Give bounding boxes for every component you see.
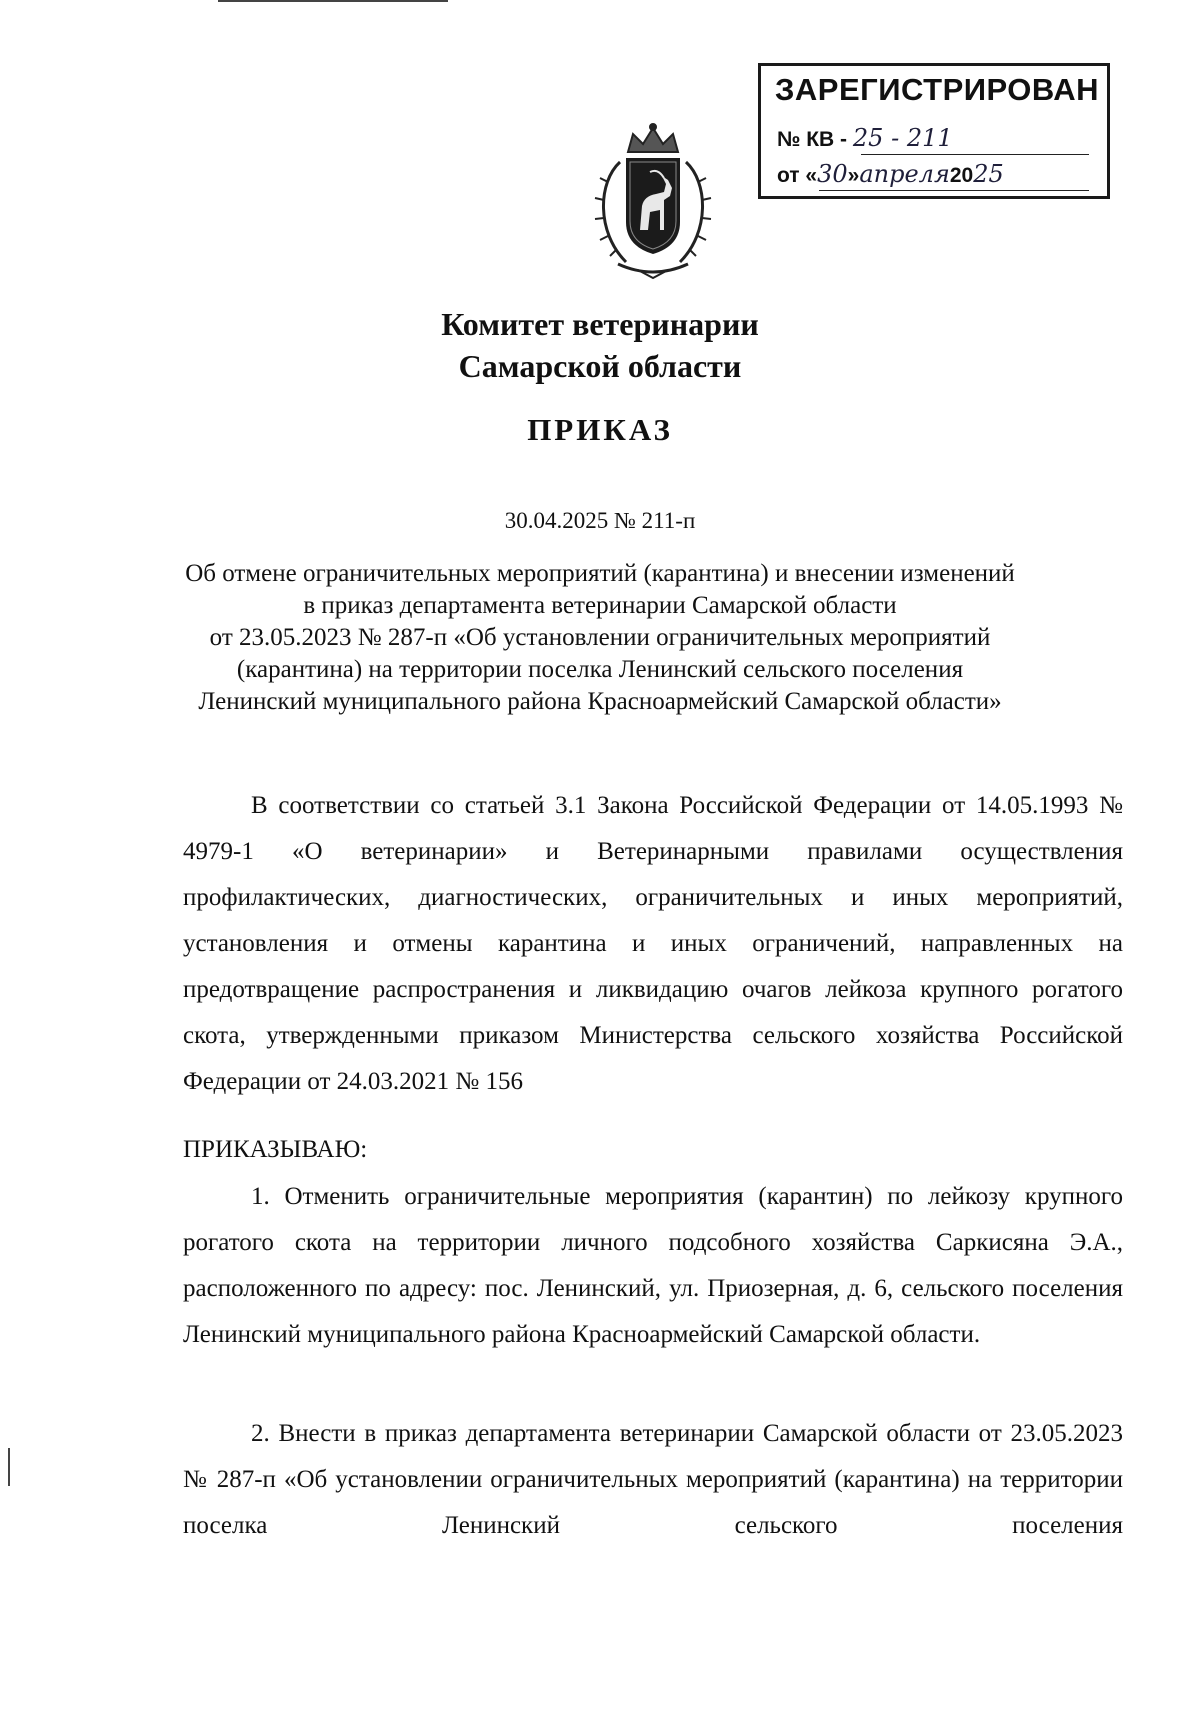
scan-edge-mark [8,1448,10,1486]
stamp-month-separator: » [847,164,860,187]
order-word: ПРИКАЗЫВАЮ: [183,1136,368,1163]
stamp-year-handwritten: 25 [973,160,1004,188]
document-subject [0,558,1200,718]
stamp-date-underline [819,190,1089,191]
stamp-number-row [777,124,953,152]
preamble-paragraph: В соответствии со статьей 3.1 Закона Российской Федерации от 14.05.1993 № 4979-1 «О ветеринарии» и Ветеринарными правилами осуществления профилактических, диагностических, ограничительных и иных мероприятий, установления и отмены карантина и иных ограничений, направленных на предотвращение распространения и ликвидацию очагов лейкоза крупного рогатого скота, утвержденными приказом Министерства сельского хозяйства Российской Федерации от 24.03.2021 № 156 [183,792,1123,1095]
stamp-year-prefix: 20 [949,164,974,187]
scan-edge-mark [218,0,448,2]
samara-coat-of-arms-icon [578,122,728,280]
order-item-1: 1. Отменить ограничительные мероприятия (карантин) по лейкозу крупного рогатого скота на территории личного подсобного хозяйства Саркисяна Э.А., расположенного по адресу: пос. Ленинский, ул. Приозерная, д. 6, сельского поселения Ленинский муниципального района Красноармейский Самарской области. [183,1183,1123,1348]
organization-name [0,303,1200,387]
organization-name-line2: Самарской области [458,348,742,384]
stamp-date-prefix: от « [777,164,818,187]
order-item-2: 2. Внести в приказ департамента ветеринарии Самарской области от 23.05.2023 № 287-п «Об установлении ограничительных мероприятий (карантина) на территории поселка Ленинский сельского поселения [183,1420,1123,1539]
organization-name-line1: Комитет ветеринарии [441,306,759,342]
subject-line-5: Ленинский муниципального района Красноармейский Самарской области» [198,688,1002,715]
stamp-number-prefix: № КВ - [777,128,848,151]
stamp-number-handwritten: 25 - 211 [852,124,953,152]
registration-stamp [758,63,1110,199]
stamp-day-handwritten: 30 [817,160,848,188]
document-type-title: ПРИКАЗ [527,412,673,447]
subject-line-2: в приказ департамента ветеринарии Самарской области [303,592,897,619]
stamp-month-handwritten: апреля [859,160,950,188]
stamp-number-underline [861,154,1089,155]
document-date-number: 30.04.2025 № 211-п [504,508,696,533]
subject-line-4: (карантина) на территории поселка Ленинский сельского поселения [236,656,964,683]
subject-line-1: Об отмене ограничительных мероприятий (карантина) и внесении изменений [185,560,1015,587]
stamp-date-row [777,160,1004,188]
subject-line-3: от 23.05.2023 № 287-п «Об установлении ограничительных мероприятий [209,624,991,651]
stamp-title: ЗАРЕГИСТРИРОВАН [775,72,1100,107]
